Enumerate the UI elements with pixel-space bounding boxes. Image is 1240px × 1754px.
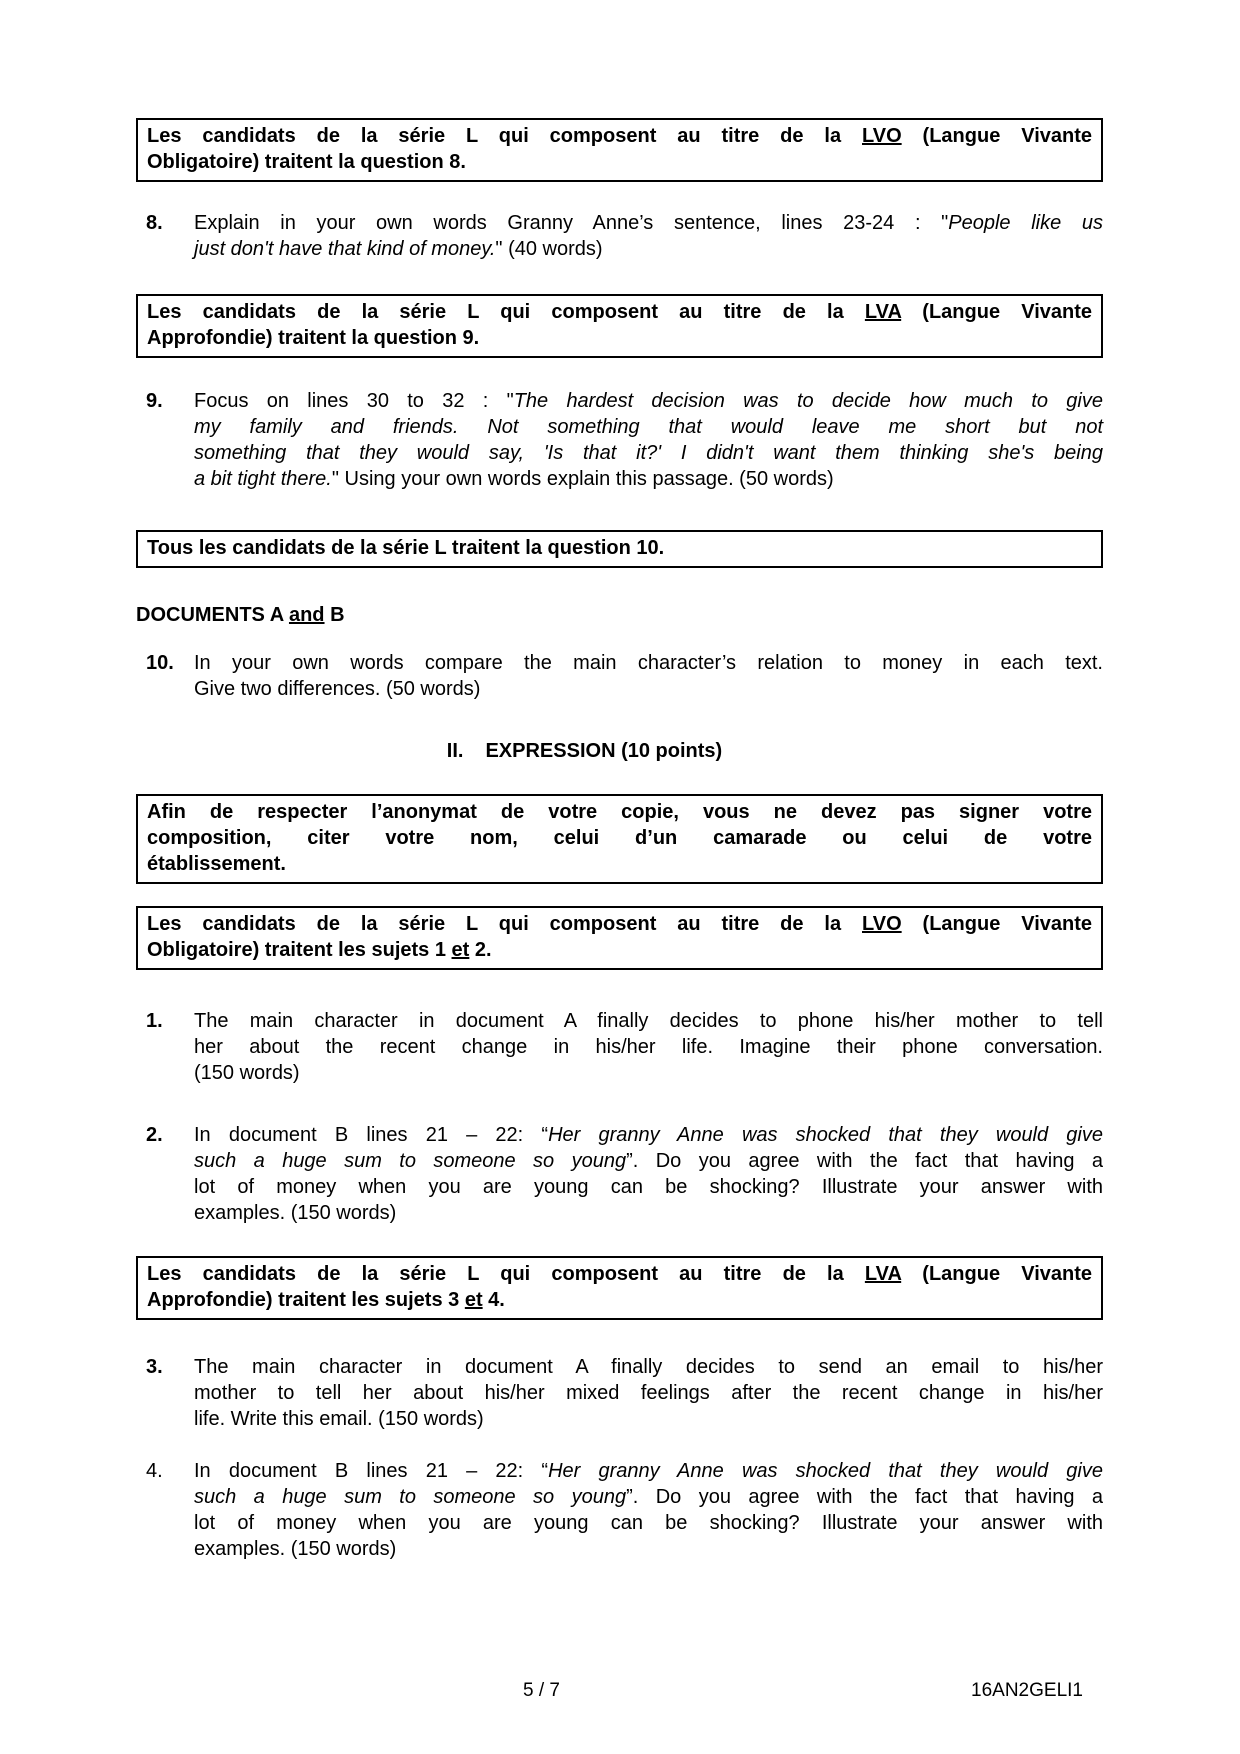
notice-box-anonymat [136, 794, 1103, 884]
documents-a-and-b-heading-text: DOCUMENTS A and B [136, 604, 345, 626]
question-9 [136, 388, 1103, 492]
notice-box-lvo-question-8-text: Les candidats de la série L qui composent au titre de la LVO (Langue Vivante Obligatoire) traitent la question 8. [147, 125, 1092, 173]
question-10 [136, 650, 1103, 702]
question-4 [136, 1458, 1103, 1562]
notice-box-lva-question-9-text: Les candidats de la série L qui composent au titre de la LVA (Langue Vivante Approfondie) traitent la question 9. [147, 301, 1093, 349]
question-8 [136, 210, 1103, 262]
question-4-text: In document B lines 21 – 22: “Her granny Anne was shocked that they would give such a huge sum to someone so young”. Do you agree with the fact that having a lot of money when you are young can be shocking? Illustrate your answer with examples. (150 words) [194, 1460, 1103, 1560]
notice-box-lvo-sujets-1-2 [136, 906, 1103, 970]
question-3-number: 3. [146, 1356, 163, 1378]
notice-box-lva-question-9 [136, 294, 1103, 358]
section-expression-title: EXPRESSION (10 points) [485, 740, 723, 762]
page-number: 5 / 7 [523, 1680, 560, 1701]
notice-box-lva-sujets-3-4-text: Les candidats de la série L qui composent au titre de la LVA (Langue Vivante Approfondie) traitent les sujets 3 et 4. [147, 1263, 1093, 1311]
question-8-text: Explain in your own words Granny Anne’s sentence, lines 23-24 : "People like us just don't have that kind of money." (40 words) [194, 212, 1103, 260]
notice-box-lvo-question-8 [136, 118, 1103, 182]
question-9-number: 9. [146, 390, 163, 412]
question-3-text: The main character in document A finally decides to send an email to his/her mother to tell her about his/her mixed feelings after the recent change in his/her life. Write this email. (150 words) [194, 1356, 1103, 1430]
section-expression-numeral: II. [446, 740, 464, 762]
section-expression-heading [101, 738, 1068, 764]
notice-box-tous-question-10-text: Tous les candidats de la série L traitent la question 10. [147, 537, 665, 559]
page-footer [136, 1678, 1103, 1704]
question-8-number: 8. [146, 212, 163, 234]
question-9-text: Focus on lines 30 to 32 : "The hardest decision was to decide how much to give my family and friends. Not something that would leave me short but not something that they would say, 'Is that it?' I didn't want them thinking she's being a bit tight there." Using your own words explain this passage. (50 words) [194, 390, 1103, 490]
document-code: 16AN2GELI1 [971, 1680, 1083, 1701]
notice-box-tous-question-10 [136, 530, 1103, 568]
question-2-text: In document B lines 21 – 22: “Her granny Anne was shocked that they would give such a huge sum to someone so young”. Do you agree with the fact that having a lot of money when you are young can be shocking? Illustrate your answer with examples. (150 words) [194, 1124, 1103, 1224]
question-3 [136, 1354, 1103, 1432]
notice-box-lvo-sujets-1-2-text: Les candidats de la série L qui composent au titre de la LVO (Langue Vivante Obligatoire) traitent les sujets 1 et 2. [147, 913, 1092, 961]
question-1-number: 1. [146, 1010, 163, 1032]
question-4-number: 4. [146, 1460, 163, 1482]
question-2-number: 2. [146, 1124, 163, 1146]
notice-box-lva-sujets-3-4 [136, 1256, 1103, 1320]
question-2 [136, 1122, 1103, 1226]
question-1 [136, 1008, 1103, 1086]
question-10-number: 10. [146, 652, 174, 674]
notice-box-anonymat-text: Afin de respecter l’anonymat de votre copie, vous ne devez pas signer votre composition, citer votre nom, celui d’un camarade ou celui de votre établissement. [147, 801, 1092, 875]
question-1-text: The main character in document A finally decides to phone his/her mother to tell her about the recent change in his/her life. Imagine their phone conversation. (150 words) [194, 1010, 1103, 1084]
question-10-text: In your own words compare the main character’s relation to money in each text. Give two differences. (50 words) [194, 652, 1103, 700]
documents-a-and-b-heading [136, 602, 1103, 628]
